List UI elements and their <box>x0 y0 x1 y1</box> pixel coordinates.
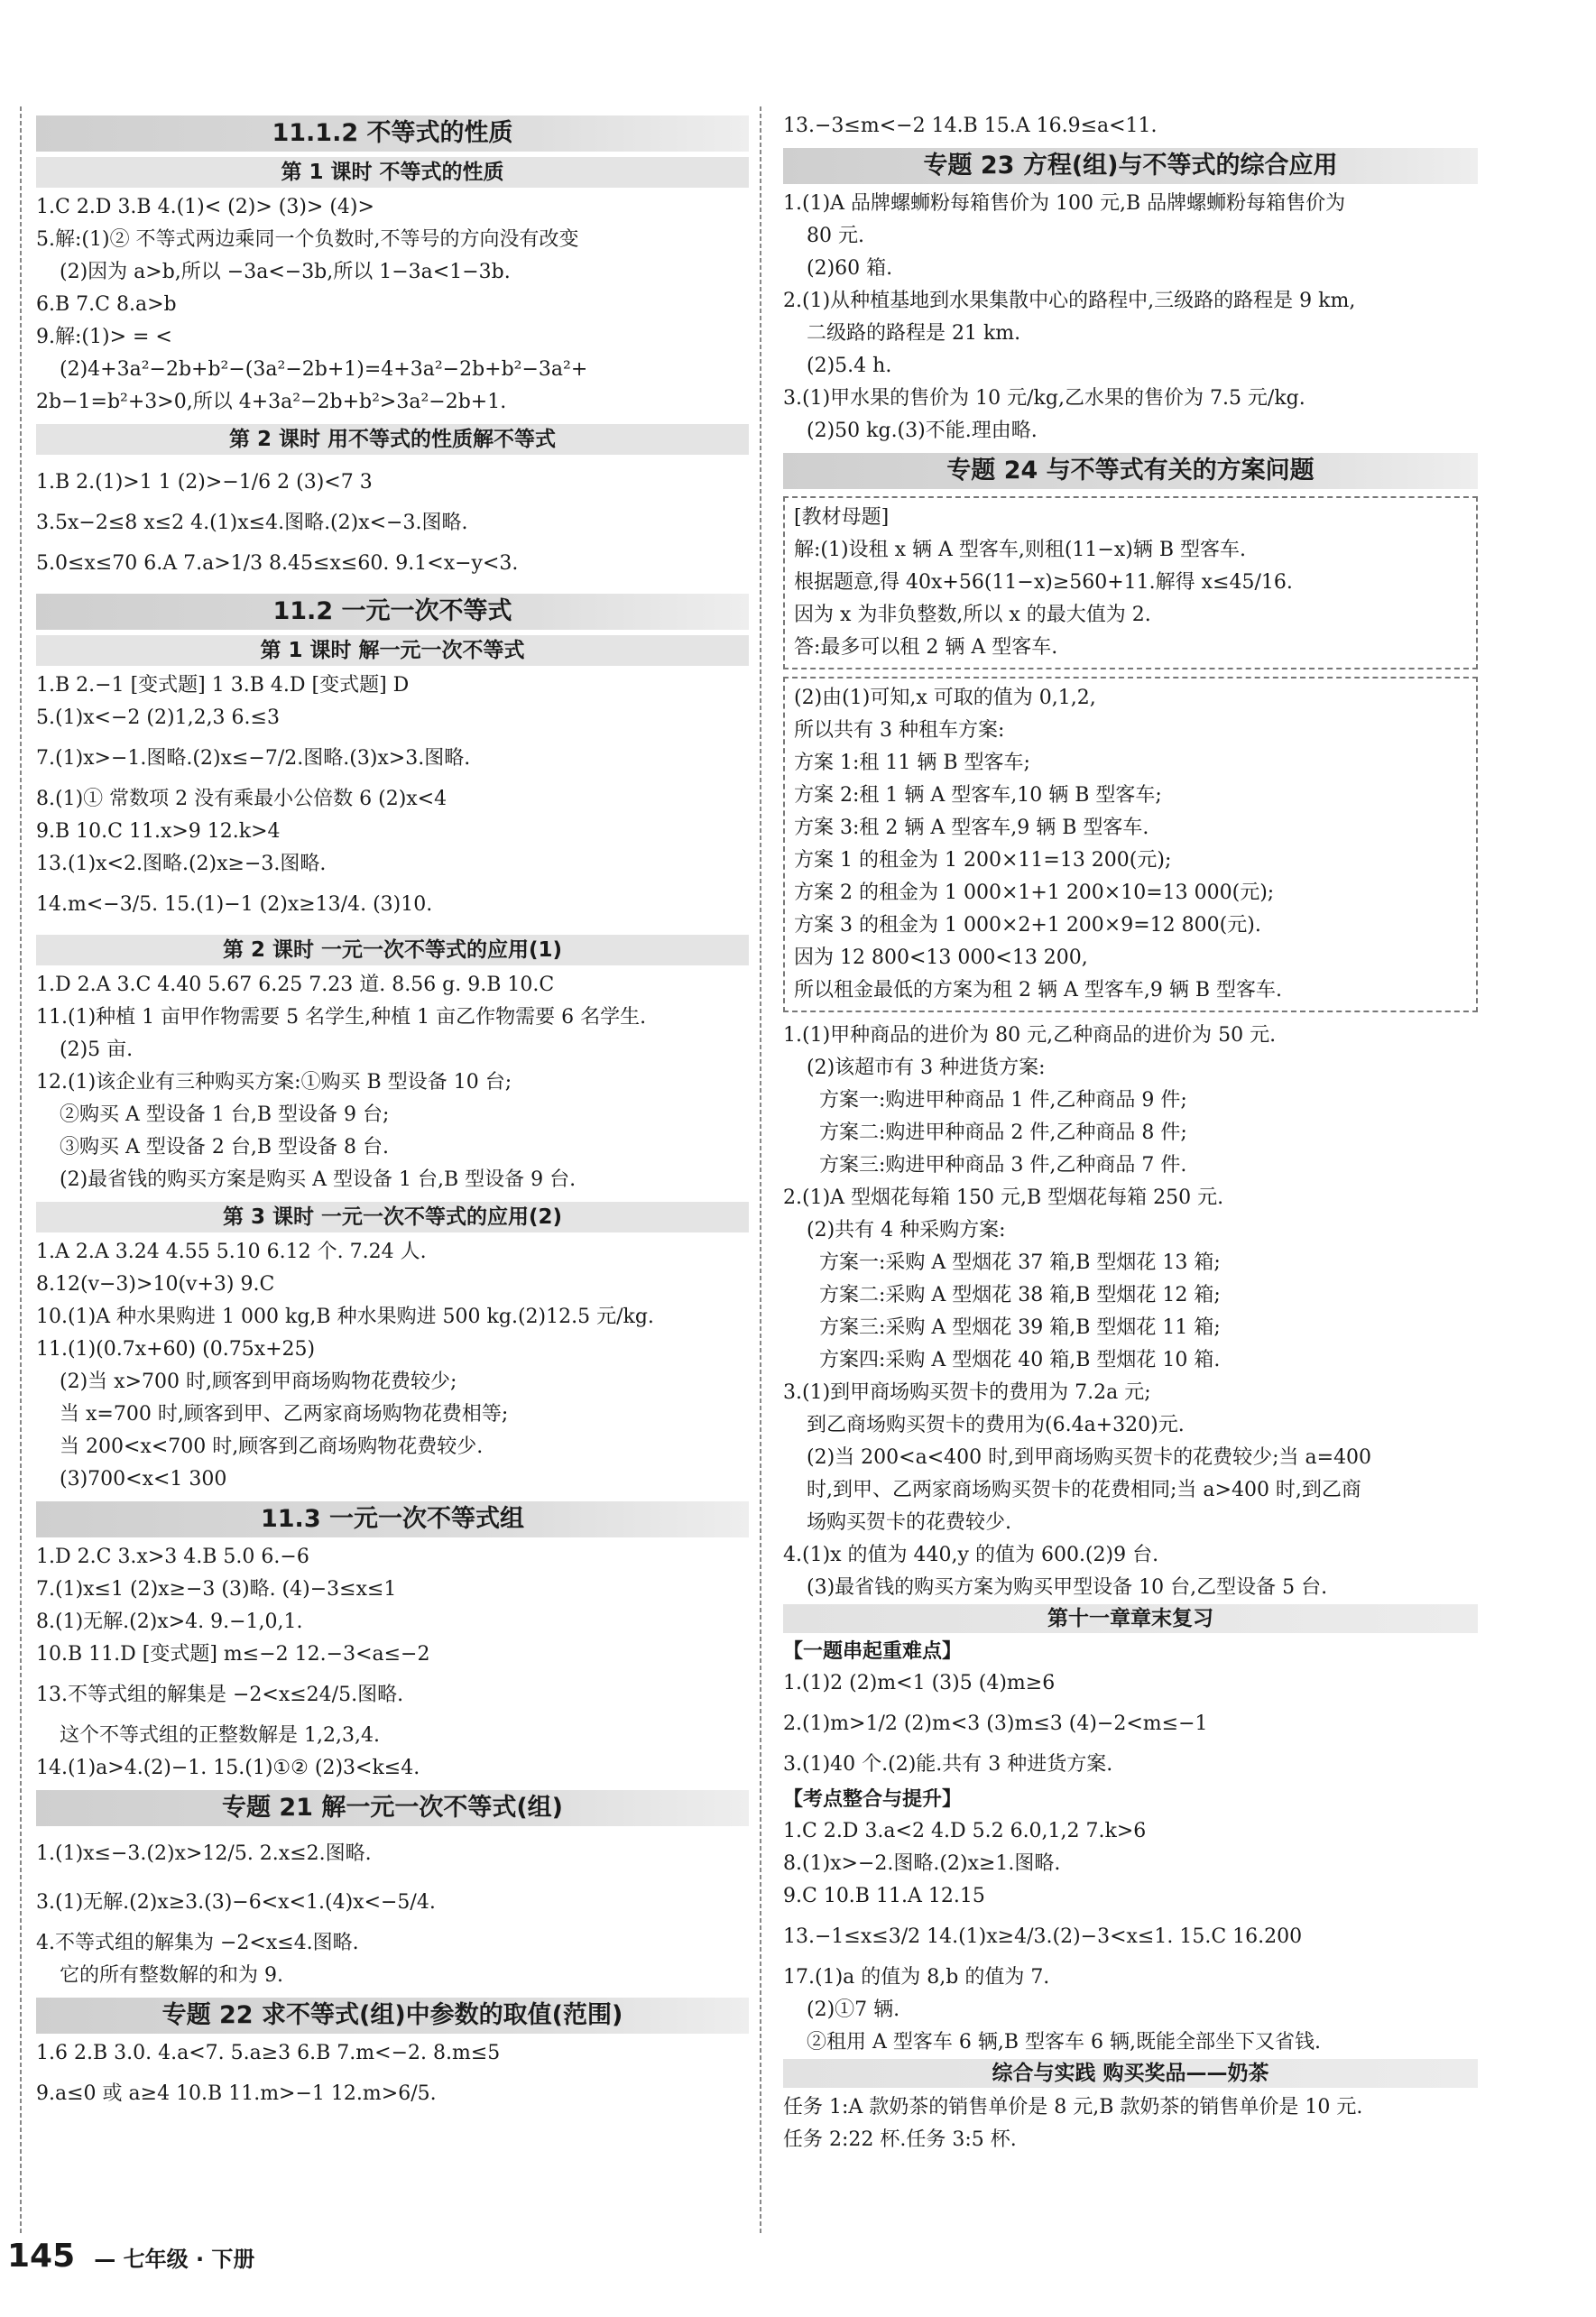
answer-line: (2)因为 a>b,所以 −3a<−3b,所以 1−3a<1−3b. <box>60 261 511 283</box>
answer-line: (2)5 亩. <box>60 1038 134 1061</box>
answer-line: 当 200<x<700 时,顾客到乙商场购物花费较少. <box>60 1435 484 1458</box>
answer-line: 12.(1)该企业有三种购买方案:①购买 B 型设备 10 台; <box>36 1071 512 1094</box>
answer-line: 17.(1)a 的值为 8,b 的值为 7. <box>783 1966 1050 1989</box>
solution-line: 方案 2 的租金为 1 000×1+1 200×10=13 000(元); <box>794 882 1275 904</box>
section-heading: 11.3 一元一次不等式组 <box>36 1501 749 1537</box>
answer-line: 3.(1)到甲商场购买贺卡的费用为 7.2a 元; <box>783 1381 1151 1404</box>
answer-line: 1.B 2.−1 [变式题] 1 3.B 4.D [变式题] D <box>36 674 410 697</box>
section-heading: 专题 21 解一元一次不等式(组) <box>36 1790 749 1826</box>
answer-line: ②租用 A 型客车 6 辆,B 型客车 6 辆,既能全部坐下又省钱. <box>807 2031 1321 2054</box>
left-margin-rule <box>20 106 22 2236</box>
answer-line: 二级路的路程是 21 km. <box>807 322 1021 345</box>
solution-line: 解:(1)设租 x 辆 A 型客车,则租(11−x)辆 B 型客车. <box>794 539 1246 561</box>
answer-line: 8.(1)x>−2.图略.(2)x≥1.图略. <box>783 1852 1061 1875</box>
section-heading: 11.2 一元一次不等式 <box>36 594 749 630</box>
answer-line: (3)最省钱的购买方案为购买甲型设备 10 台,乙型设备 5 台. <box>807 1576 1328 1599</box>
solution-line: (2)由(1)可知,x 可取的值为 0,1,2, <box>794 687 1096 709</box>
solution-line: 因为 12 800<13 000<13 200, <box>794 946 1088 969</box>
solution-line: 根据题意,得 40x+56(11−x)≥560+11.解得 x≤45/16. <box>794 571 1293 594</box>
solution-line: 方案 1:租 11 辆 B 型客车; <box>794 752 1030 774</box>
answer-line: 9.解:(1)> = < <box>36 326 172 348</box>
solution-box <box>783 677 1478 1012</box>
lesson-heading: 第 1 课时 不等式的性质 <box>36 157 749 188</box>
answer-line: 3.(1)40 个.(2)能.共有 3 种进货方案. <box>783 1753 1113 1776</box>
answer-line: 1.C 2.D 3.a<2 4.D 5.2 6.0,1,2 7.k>6 <box>783 1820 1147 1842</box>
answer-line: 方案一:购进甲种商品 1 件,乙种商品 9 件; <box>819 1089 1187 1112</box>
answer-line: (2)该超市有 3 种进货方案: <box>807 1057 1046 1079</box>
answer-line: (2)60 箱. <box>807 257 893 280</box>
lesson-heading: 第 2 课时 一元一次不等式的应用(1) <box>36 935 749 965</box>
answer-line: 4.不等式组的解集为 −2<x≤4.图略. <box>36 1932 359 1954</box>
answer-line: 7.(1)x>−1.图略.(2)x≤−7/2.图略.(3)x>3.图略. <box>36 747 471 770</box>
answer-line: 这个不等式组的正整数解是 1,2,3,4. <box>60 1724 380 1747</box>
solution-box <box>783 496 1478 669</box>
section-heading: 综合与实践 购买奖品——奶茶 <box>783 2059 1478 2088</box>
answer-line: 8.(1)无解.(2)x>4. 9.−1,0,1. <box>36 1611 303 1633</box>
answer-line: 3.(1)甲水果的售价为 10 元/kg,乙水果的售价为 7.5 元/kg. <box>783 387 1305 410</box>
solution-line: 所以共有 3 种租车方案: <box>794 719 1005 742</box>
answer-line: 10.(1)A 种水果购进 1 000 kg,B 种水果购进 500 kg.(2)12.5 元/kg. <box>36 1306 654 1328</box>
answer-line: 方案三:购进甲种商品 3 件,乙种商品 7 件. <box>819 1154 1187 1177</box>
answer-line: 1.(1)甲种商品的进价为 80 元,乙种商品的进价为 50 元. <box>783 1024 1277 1047</box>
answer-line: 13.(1)x<2.图略.(2)x≥−3.图略. <box>36 853 327 875</box>
column-divider <box>760 106 761 2236</box>
answer-line: 1.A 2.A 3.24 4.55 5.10 6.12 个. 7.24 人. <box>36 1241 427 1263</box>
solution-line: 方案 3 的租金为 1 000×2+1 200×9=12 800(元). <box>794 914 1261 937</box>
subsection-label: 【一题串起重难点】 <box>783 1640 963 1663</box>
answer-line: (2)5.4 h. <box>807 355 892 377</box>
solution-line: 方案 1 的租金为 1 200×11=13 200(元); <box>794 849 1172 872</box>
section-heading: 专题 23 方程(组)与不等式的综合应用 <box>783 148 1478 184</box>
answer-line: 任务 1:A 款奶茶的销售单价是 8 元,B 款奶茶的销售单价是 10 元. <box>783 2096 1363 2119</box>
answer-line: 11.(1)种植 1 亩甲作物需要 5 名学生,种植 1 亩乙作物需要 6 名学生. <box>36 1006 647 1029</box>
answer-line: (3)700<x<1 300 <box>60 1468 227 1491</box>
answer-line: 11.(1)(0.7x+60) (0.75x+25) <box>36 1338 316 1361</box>
answer-line: 3.(1)无解.(2)x≥3.(3)−6<x<1.(4)x<−5/4. <box>36 1891 436 1914</box>
page-footer <box>7 2238 254 2275</box>
solution-line: 方案 3:租 2 辆 A 型客车,9 辆 B 型客车. <box>794 817 1149 839</box>
answer-line: 1.D 2.A 3.C 4.40 5.67 6.25 7.23 道. 8.56 g. 9.B 10.C <box>36 974 555 996</box>
answer-line: 3.5x−2≤8 x≤2 4.(1)x≤4.图略.(2)x<−3.图略. <box>36 512 468 534</box>
answer-line: 到乙商场购买贺卡的费用为(6.4a+320)元. <box>807 1414 1185 1436</box>
solution-line: [教材母题] <box>794 506 890 529</box>
answer-line: 14.m<−3/5. 15.(1)−1 (2)x≥13/4. (3)10. <box>36 893 433 916</box>
answer-line: 2.(1)A 型烟花每箱 150 元,B 型烟花每箱 250 元. <box>783 1186 1224 1209</box>
answer-line: 5.0≤x≤70 6.A 7.a>1/3 8.45≤x≤60. 9.1<x−y<3. <box>36 552 519 575</box>
answer-line: 13.不等式组的解集是 −2<x≤24/5.图略. <box>36 1684 404 1706</box>
left-column <box>36 110 749 2119</box>
answer-line: (2)50 kg.(3)不能.理由略. <box>807 420 1038 442</box>
answer-line: 7.(1)x≤1 (2)x≥−3 (3)略. (4)−3≤x≤1 <box>36 1578 397 1601</box>
answer-line: 2.(1)m>1/2 (2)m<3 (3)m≤3 (4)−2<m≤−1 <box>783 1712 1208 1735</box>
answer-line: 方案一:采购 A 型烟花 37 箱,B 型烟花 13 箱; <box>819 1251 1221 1274</box>
answer-line: 1.C 2.D 3.B 4.(1)< (2)> (3)> (4)> <box>36 196 374 218</box>
lesson-heading: 第 3 课时 一元一次不等式的应用(2) <box>36 1202 749 1232</box>
section-heading: 专题 24 与不等式有关的方案问题 <box>783 453 1478 489</box>
answer-line: (2)当 x>700 时,顾客到甲商场购物花费较少; <box>60 1371 457 1393</box>
answer-line: 1.(1)x≤−3.(2)x>12/5. 2.x≤2.图略. <box>36 1842 372 1865</box>
solution-line: 方案 2:租 1 辆 A 型客车,10 辆 B 型客车; <box>794 784 1162 807</box>
section-heading: 11.1.2 不等式的性质 <box>36 115 749 152</box>
answer-line: 场购买贺卡的花费较少. <box>807 1511 1011 1534</box>
answer-line: ③购买 A 型设备 2 台,B 型设备 8 台. <box>60 1136 389 1158</box>
answer-line: 13.−1≤x≤3/2 14.(1)x≥4/3.(2)−3<x≤1. 15.C 16.200 <box>783 1925 1303 1948</box>
answer-line: 80 元. <box>807 225 864 247</box>
answer-line: 13.−3≤m<−2 14.B 15.A 16.9≤a<11. <box>783 115 1158 137</box>
answer-line: (2)最省钱的购买方案是购买 A 型设备 1 台,B 型设备 9 台. <box>60 1168 577 1191</box>
page-number: 145 <box>7 2238 76 2275</box>
section-heading: 专题 22 求不等式(组)中参数的取值(范围) <box>36 1998 749 2034</box>
answer-line: 2.(1)从种植基地到水果集散中心的路程中,三级路的路程是 9 km, <box>783 290 1356 312</box>
subsection-label: 【考点整合与提升】 <box>783 1788 963 1811</box>
answer-line: 任务 2:22 杯.任务 3:5 杯. <box>783 2128 1017 2151</box>
answer-line: 方案四:采购 A 型烟花 40 箱,B 型烟花 10 箱. <box>819 1349 1221 1371</box>
answer-line: 1.6 2.B 3.0. 4.a<7. 5.a≥3 6.B 7.m<−2. 8.m≤5 <box>36 2042 501 2064</box>
solution-line: 所以租金最低的方案为租 2 辆 A 型客车,9 辆 B 型客车. <box>794 979 1282 1002</box>
answer-line: 14.(1)a>4.(2)−1. 15.(1)①② (2)3<k≤4. <box>36 1757 420 1779</box>
answer-line: 5.解:(1)② 不等式两边乘同一个负数时,不等号的方向没有改变 <box>36 228 579 251</box>
answer-line: 9.C 10.B 11.A 12.15 <box>783 1885 985 1907</box>
right-column <box>783 110 1478 2156</box>
answer-line: 6.B 7.C 8.a>b <box>36 293 177 316</box>
answer-line: 1.(1)2 (2)m<1 (3)5 (4)m≥6 <box>783 1672 1056 1694</box>
answer-line: 它的所有整数解的和为 9. <box>60 1964 283 1987</box>
answer-line: 9.a≤0 或 a≥4 10.B 11.m>−1 12.m>6/5. <box>36 2082 437 2105</box>
grade-label: — 七年级 · 下册 <box>94 2247 255 2272</box>
answer-line: 1.(1)A 品牌螺蛳粉每箱售价为 100 元,B 品牌螺蛳粉每箱售价为 <box>783 192 1346 215</box>
lesson-heading: 第 1 课时 解一元一次不等式 <box>36 635 749 666</box>
answer-line: 2b−1=b²+3>0,所以 4+3a²−2b+b²>3a²−2b+1. <box>36 391 507 413</box>
answer-line: 方案二:购进甲种商品 2 件,乙种商品 8 件; <box>819 1122 1187 1144</box>
answer-line: 方案三:采购 A 型烟花 39 箱,B 型烟花 11 箱; <box>819 1316 1221 1339</box>
answer-line: ②购买 A 型设备 1 台,B 型设备 9 台; <box>60 1103 390 1126</box>
answer-line: 1.D 2.C 3.x>3 4.B 5.0 6.−6 <box>36 1546 309 1568</box>
answer-line: 当 x=700 时,顾客到甲、乙两家商场购物花费相等; <box>60 1403 509 1426</box>
answer-line: (2)①7 辆. <box>807 1999 900 2021</box>
answer-line: (2)4+3a²−2b+b²−(3a²−2b+1)=4+3a²−2b+b²−3a²+ <box>60 358 588 381</box>
answer-line: 方案二:采购 A 型烟花 38 箱,B 型烟花 12 箱; <box>819 1284 1221 1306</box>
solution-line: 答:最多可以租 2 辆 A 型客车. <box>794 636 1058 659</box>
section-heading: 第十一章章末复习 <box>783 1604 1478 1633</box>
answer-line: 1.B 2.(1)>1 1 (2)>−1/6 2 (3)<7 3 <box>36 471 373 494</box>
answer-line: 时,到甲、乙两家商场购买贺卡的花费相同;当 a>400 时,到乙商 <box>807 1479 1361 1501</box>
lesson-heading: 第 2 课时 用不等式的性质解不等式 <box>36 424 749 455</box>
answer-line: 8.(1)① 常数项 2 没有乘最小公倍数 6 (2)x<4 <box>36 788 447 810</box>
answer-line: 8.12(v−3)>10(v+3) 9.C <box>36 1273 275 1296</box>
solution-line: 因为 x 为非负整数,所以 x 的最大值为 2. <box>794 604 1151 626</box>
answer-line: 9.B 10.C 11.x>9 12.k>4 <box>36 820 281 843</box>
answer-line: (2)共有 4 种采购方案: <box>807 1219 1006 1242</box>
answer-line: 4.(1)x 的值为 440,y 的值为 600.(2)9 台. <box>783 1544 1159 1566</box>
answer-line: 10.B 11.D [变式题] m≤−2 12.−3<a≤−2 <box>36 1643 430 1666</box>
answer-line: 5.(1)x<−2 (2)1,2,3 6.≤3 <box>36 706 280 729</box>
answer-line: (2)当 200<a<400 时,到甲商场购买贺卡的花费较少;当 a=400 <box>807 1446 1372 1469</box>
